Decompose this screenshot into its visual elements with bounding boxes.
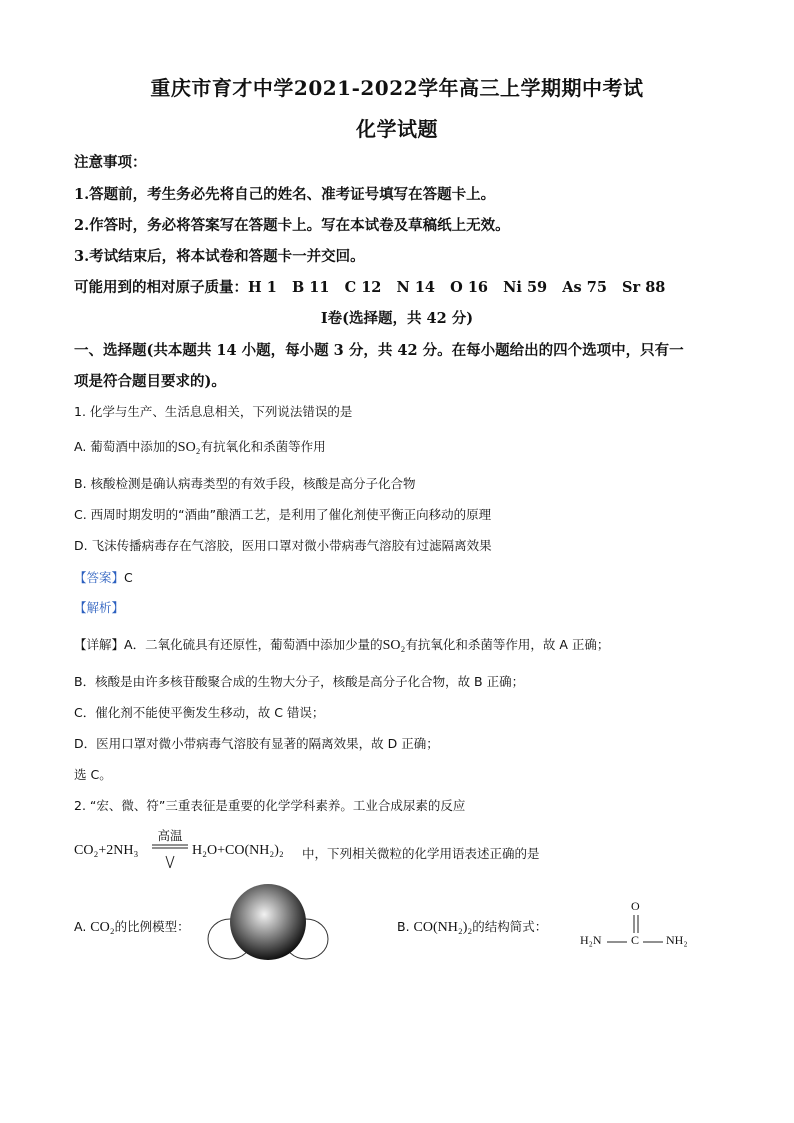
q2-stem: 2. “宏、微、符”三重表征是重要的化学学科素养。工业合成尿素的反应 bbox=[74, 798, 466, 813]
notice-item-1: 1.答题前，考生务必先将自己的姓名、准考证号填写在答题卡上。 bbox=[74, 186, 496, 203]
notice-item-3: 3.考试结束后，将本试卷和答题卡一并交回。 bbox=[74, 248, 365, 265]
atomic-masses: 可能用到的相对原子质量：H 1 B 11 C 12 N 14 O 16 Ni 59 As 75 Sr 88 bbox=[74, 279, 666, 296]
left-bond-icon bbox=[607, 941, 627, 943]
q1-detail-d: D．医用口罩对微小带病毒气溶胶有显著的隔离效果，故 D 正确； bbox=[74, 736, 439, 751]
q2-option-a bbox=[74, 917, 190, 936]
double-bond-icon bbox=[631, 915, 641, 933]
analysis-tag: 【解析】 bbox=[74, 600, 125, 615]
q1-detail-a bbox=[74, 635, 609, 654]
q1-option-d: D. 飞沫传播病毒存在气溶胶，医用口罩对微小带病毒气溶胶有过滤隔离效果 bbox=[74, 538, 492, 553]
notice-item-2: 2.作答时，务必将答案写在答题卡上。写在本试卷及草稿纸上无效。 bbox=[74, 217, 510, 234]
q1-detail-c: C．催化剂不能使平衡发生移动，故 C 错误； bbox=[74, 705, 325, 720]
equation-products: H₂O+CO(NH₂)₂ bbox=[192, 843, 284, 858]
right-bond-icon bbox=[643, 941, 663, 943]
q2-stem-suffix: 中，下列相关微粒的化学用语表述正确的是 bbox=[302, 846, 540, 861]
so2-formula-detail: SO₂ bbox=[382, 638, 406, 653]
q1-choice: 选 C。 bbox=[74, 767, 112, 782]
exam-subtitle: 化学试题 bbox=[356, 117, 438, 141]
urea-oxygen: O bbox=[631, 899, 640, 913]
reaction-equation bbox=[74, 826, 634, 872]
section-title: Ⅰ卷(选择题，共 42 分) bbox=[320, 310, 474, 327]
reaction-arrow-icon bbox=[150, 842, 190, 872]
urea-carbon: C bbox=[631, 933, 640, 947]
answer-tag: 【答案】 bbox=[74, 570, 125, 585]
q1-detail-a-post: 有抗氧化和杀菌等作用，故 A 正确； bbox=[405, 637, 610, 652]
equation-reactants: CO₂+2NH₃ bbox=[74, 843, 139, 858]
urea-right-group: NH₂ bbox=[666, 933, 688, 947]
q1-option-a-post: 有抗氧化和杀菌等作用 bbox=[200, 439, 326, 454]
so2-formula: SO₂ bbox=[177, 440, 201, 455]
q2-option-b-post: 的结构简式： bbox=[472, 919, 548, 934]
co2-space-filling-model bbox=[206, 884, 330, 964]
notice-heading: 注意事项： bbox=[74, 154, 147, 171]
q2-option-b bbox=[397, 917, 547, 936]
q1-option-a-pre: A. 葡萄酒中添加的 bbox=[74, 439, 178, 454]
q2-option-a-pre: A. bbox=[74, 919, 91, 934]
equation-condition: 高温 bbox=[157, 828, 183, 843]
exam-title: 重庆市育才中学2021-2022学年高三上学期期中考试 bbox=[150, 76, 644, 100]
section-instruction-line1: 一、选择题(共本题共 14 小题，每小题 3 分，共 42 分。在每小题给出的四个选项中，只有一 bbox=[74, 342, 684, 359]
urea-formula: CO(NH₂)₂ bbox=[413, 920, 473, 935]
q2-option-b-pre: B. bbox=[397, 919, 414, 934]
q2-option-a-post: 的比例模型： bbox=[114, 919, 190, 934]
q1-option-a bbox=[74, 437, 326, 456]
q1-option-c: C. 西周时期发明的“酒曲”酿酒工艺，是利用了催化剂使平衡正向移动的原理 bbox=[74, 507, 492, 522]
q1-detail-b: B．核酸是由许多核苷酸聚合成的生物大分子，核酸是高分子化合物，故 B 正确； bbox=[74, 674, 525, 689]
section-instruction-line2: 项是符合题目要求的)。 bbox=[74, 373, 226, 390]
urea-left-group: H₂N bbox=[580, 933, 602, 947]
q1-detail-a-pre: A．二氧化硫具有还原性，葡萄酒中添加少量的 bbox=[124, 637, 383, 652]
q1-stem: 1. 化学与生产、生活息息相关，下列说法错误的是 bbox=[74, 404, 353, 419]
urea-structure bbox=[580, 897, 700, 953]
detail-tag: 【详解】 bbox=[74, 637, 125, 652]
co2-formula: CO₂ bbox=[90, 920, 115, 935]
q1-option-b: B. 核酸检测是确认病毒类型的有效手段，核酸是高分子化合物 bbox=[74, 476, 416, 491]
q1-answer bbox=[74, 567, 133, 586]
answer-value: C bbox=[124, 570, 133, 585]
